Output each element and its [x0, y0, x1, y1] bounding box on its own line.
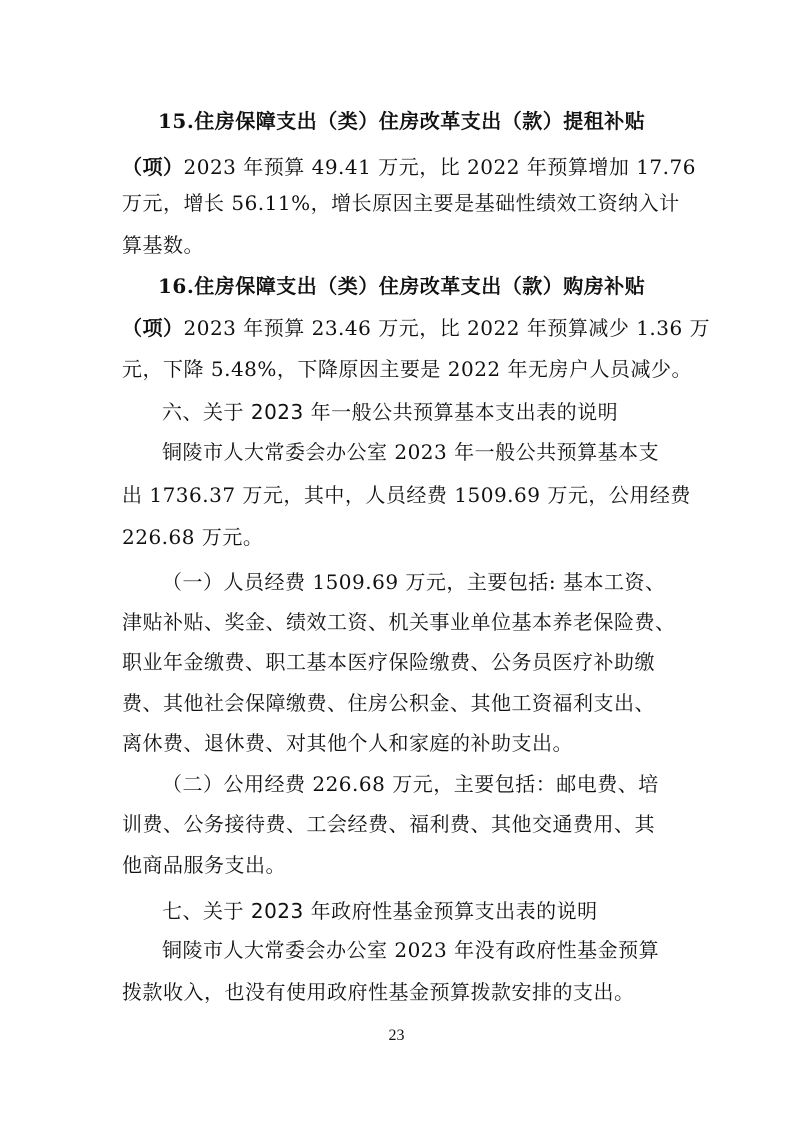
- item-16-line-2: [0, 310, 793, 346]
- page-number: 23: [388, 1027, 405, 1044]
- item-16-text-2: 元，下降 5.48%，下降原因主要是 2022 年无房户人员减少。: [122, 357, 693, 381]
- section-6-p3-line-3: 他商品服务支出。: [122, 853, 286, 877]
- item-15-line-2: [0, 149, 793, 185]
- item-15-heading-line-1: 15.住房保障支出（类）住房改革支出（款）提租补贴: [158, 109, 646, 133]
- section-6-p2-line-2: 津贴补贴、奖金、绩效工资、机关事业单位基本养老保险费、: [122, 610, 676, 634]
- section-6-p2-line-3: 职业年金缴费、职工基本医疗保险缴费、公务员医疗补助缴: [122, 650, 655, 674]
- item-15-heading-tail: （项）: [122, 155, 184, 179]
- section-7-title: 七、关于 2023 年政府性基金预算支出表的说明: [162, 899, 598, 923]
- section-7-p1-line-1: 铜陵市人大常委会办公室 2023 年没有政府性基金预算: [162, 938, 660, 962]
- section-6-p3-line-2: 训费、公务接待费、工会经费、福利费、其他交通费用、其: [122, 812, 655, 836]
- section-6-p2-line-4: 费、其他社会保障缴费、住房公积金、其他工资福利支出、: [122, 691, 655, 715]
- section-6-title: 六、关于 2023 年一般公共预算基本支出表的说明: [162, 400, 619, 424]
- item-16-text-1: 2023 年预算 23.46 万元，比 2022 年预算减少 1.36 万: [183, 316, 711, 340]
- item-16-heading-line-1: 16.住房保障支出（类）住房改革支出（款）购房补贴: [158, 274, 646, 298]
- section-6-p3-line-1: （二）公用经费 226.68 万元，主要包括：邮电费、培: [162, 772, 659, 796]
- item-15-text-2: 万元，增长 56.11%，增长原因主要是基础性绩效工资纳入计: [122, 191, 680, 215]
- section-6-p1-line-1: 铜陵市人大常委会办公室 2023 年一般公共预算基本支: [162, 440, 660, 464]
- section-6-p1-line-3: 226.68 万元。: [122, 525, 264, 549]
- section-7-p1-line-2: 拨款收入，也没有使用政府性基金预算拨款安排的支出。: [122, 980, 635, 1004]
- item-15-text-1: 2023 年预算 49.41 万元，比 2022 年预算增加 17.76: [183, 155, 696, 179]
- item-16-heading-tail: （项）: [122, 316, 184, 340]
- section-6-p2-line-5: 离休费、退休费、对其他个人和家庭的补助支出。: [122, 731, 573, 755]
- section-6-p1-line-2: 出 1736.37 万元，其中，人员经费 1509.69 万元，公用经费: [122, 483, 691, 507]
- section-6-p2-line-1: （一）人员经费 1509.69 万元，主要包括: 基本工资、: [162, 570, 666, 594]
- item-15-text-3: 算基数。: [122, 233, 204, 257]
